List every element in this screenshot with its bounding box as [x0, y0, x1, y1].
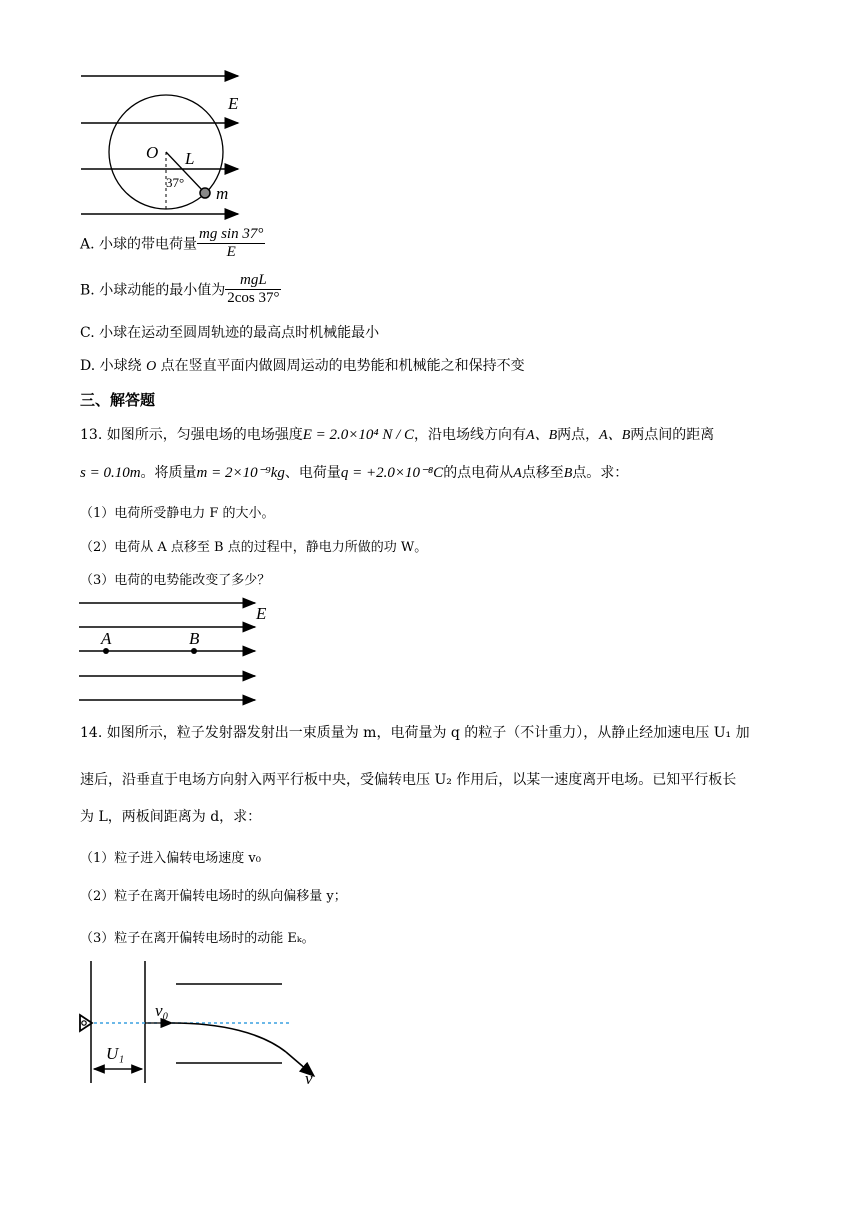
q13-sub2: （2）电荷从 A 点移至 B 点的过程中，静电力所做的功 W。: [80, 540, 428, 555]
label-m: m: [216, 184, 229, 203]
q14-line1: 14. 如图所示，粒子发射器发射出一束质量为 m，电荷量为 q 的粒子（不计重力），从静止经加速电压 U₁ 加: [80, 725, 750, 741]
deflection-figure: [72, 958, 332, 1088]
option-a-fraction: [197, 226, 265, 261]
q13-line2: [80, 462, 628, 482]
fraction-denominator: 2cos 37°: [227, 290, 280, 306]
q14-sub3: （3）粒子在离开偏转电场时的动能 Eₖ。: [80, 931, 315, 946]
q13-point-b: B: [563, 466, 573, 481]
option-d-pre: D. 小球绕: [80, 358, 142, 374]
q13-charge: q = +2.0×10⁻⁸C: [340, 465, 444, 481]
label-B: B: [189, 629, 200, 648]
q14-line3: 为 L，两板间距离为 d，求：: [80, 809, 262, 825]
q13-points: A、B: [599, 428, 631, 443]
fraction-numerator: mgL: [225, 272, 281, 290]
q13-points: A、B: [526, 428, 558, 443]
option-c: C. 小球在运动至圆周轨迹的最高点时机械能最小: [80, 325, 380, 341]
label-O: O: [146, 143, 159, 162]
option-a: [80, 226, 265, 261]
option-d: [80, 355, 525, 375]
q13-text: 、电荷量: [284, 465, 341, 481]
point-a-dot: [103, 648, 109, 654]
q13-sub1: （1）电荷所受静电力 F 的大小。: [80, 506, 275, 521]
section-title: 三、解答题: [80, 391, 156, 409]
option-b-text: B. 小球动能的最小值为: [80, 282, 226, 299]
ball-m: [200, 188, 210, 198]
option-a-text: A. 小球的带电荷量: [80, 236, 198, 253]
q13-mass: m = 2×10⁻⁹kg: [196, 465, 285, 481]
q13-text: 点移至: [521, 465, 564, 481]
point-b-dot: [191, 648, 197, 654]
q14-line2: 速后，沿垂直于电场方向射入两平行板中央，受偏转电压 U₂ 作用后，以某一速度离开电场。已知平行板长: [80, 772, 737, 788]
label-A: A: [101, 629, 112, 648]
label-E: E: [228, 94, 239, 113]
option-b-fraction: [225, 272, 281, 307]
q13-text: 。将质量: [140, 465, 197, 481]
q14-sub1: （1）粒子进入偏转电场速度 v₀: [80, 851, 261, 866]
option-d-post: 点在竖直平面内做圆周运动的电势能和机械能之和保持不变: [160, 358, 525, 374]
q13-field-strength: E = 2.0×10⁴ N / C: [302, 427, 415, 443]
label-E: E: [256, 604, 267, 623]
trajectory: [172, 1023, 286, 1052]
q13-text: 的点电荷从: [443, 465, 514, 481]
option-d-o: O: [146, 359, 157, 374]
q14-sub2: （2）粒子在离开偏转电场时的纵向偏移量 y；: [80, 889, 347, 904]
label-L: L: [185, 149, 195, 168]
q13-point-a: A: [513, 466, 522, 481]
option-b: [80, 272, 281, 307]
label-U1: U₁: [106, 1044, 125, 1063]
q13-distance: s = 0.10m: [80, 465, 141, 481]
q13-text: 两点，: [557, 427, 600, 443]
q13-text: 点。求：: [572, 465, 629, 481]
circle-field-figure: [75, 60, 265, 225]
label-angle: 37°: [166, 175, 185, 190]
q13-text: ，沿电场线方向有: [414, 427, 527, 443]
q13-text: 13. 如图所示，匀强电场的电场强度: [80, 427, 303, 443]
label-v: v: [305, 1069, 313, 1088]
q13-text: 两点间的距离: [630, 427, 715, 443]
uniform-field-figure: [75, 596, 285, 711]
fraction-denominator: E: [226, 244, 236, 260]
fraction-numerator: mg sin 37°: [199, 226, 264, 242]
q13-sub3: （3）电荷的电势能改变了多少？: [80, 573, 271, 588]
q13-line1: [80, 424, 714, 444]
label-v0: v₀: [155, 1001, 169, 1020]
